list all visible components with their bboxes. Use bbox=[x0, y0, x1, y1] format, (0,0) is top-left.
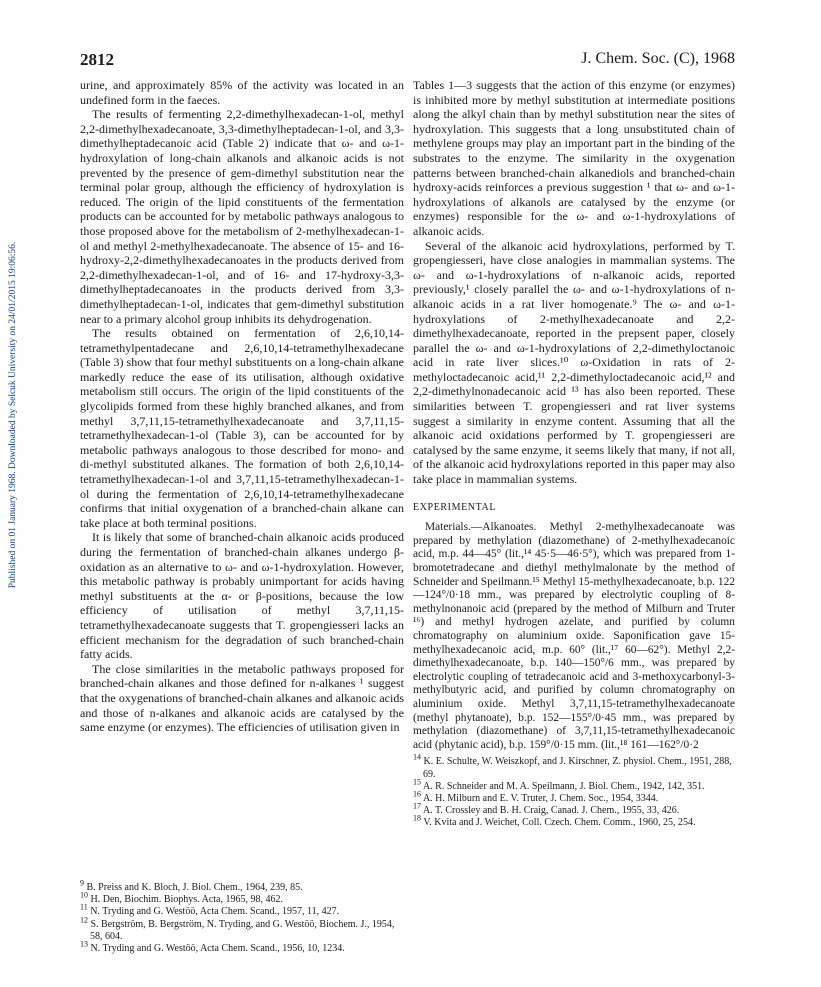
reference-number: 9 bbox=[80, 878, 84, 888]
reference-number: 16 bbox=[413, 789, 421, 799]
download-watermark bbox=[4, 170, 22, 660]
footnotes-right bbox=[413, 752, 735, 829]
left-column bbox=[80, 78, 404, 735]
reference-item bbox=[413, 801, 735, 817]
reference-number: 12 bbox=[80, 915, 88, 925]
page-header bbox=[80, 50, 735, 70]
reference-number: 18 bbox=[413, 814, 421, 823]
reference-text: A. H. Milburn and E. V. Truter, J. Chem. Soc., 1954, 3344. bbox=[422, 792, 659, 804]
reference-item bbox=[413, 777, 735, 793]
reference-number: 10 bbox=[80, 890, 88, 900]
reference-item bbox=[80, 903, 404, 918]
experimental-section bbox=[413, 521, 735, 752]
reference-item bbox=[80, 890, 404, 906]
reference-text: N. Tryding and G. Westöö, Acta Chem. Scand., 1957, 11, 427. bbox=[90, 906, 340, 918]
paragraph: Materials.—Alkanoates. Methyl 2-methylhexadecanoate was prepared by methylation (diazomethane) of 2-methylhexadecanoic acid, m.p. 44—45° (lit.,¹⁴ 45·5—46·5°), which was prepared from 1-bromotetradecane and diethyl methylmalonate by the method of Schneider and Speilmann.¹⁵ Methyl 15-methylhexadecanoate, b.p. 122—124°/0·18 mm., was prepared by electrolytic coupling of 8-methylnonanoic acid (prepared by the method of Milburn and Truter ¹⁶) and methyl hydrogen azelate, and purified by column chromatography on aluminium oxide. Saponification gave 15-methylhexadecanoic acid, m.p. 60° (lit.,¹⁷ 60—62°). Methyl 2,2-dimethylhexadecanoate, b.p. 140—150°/6 mm., was prepared by electrolytic coupling of tetradecanoic acid and 3-methoxycarbonyl-3-methylbutyric acid, and purified by column chromatography on aluminium oxide. Methyl 3,7,11,15-tetramethylhexadecanoate (methyl phytanoate), b.p. 152—155°/0·45 mm., was prepared by methylation (diazomethane) of 3,7,11,15-tetramethylhexadecanoic acid (phytanic acid), b.p. 159°/0·15 mm. (lit.,¹⁸ 161—162°/0·2 bbox=[413, 521, 735, 751]
paragraph: The close similarities in the metabolic pathways proposed for branched-chain alkanes and those defined for n-alkanes ¹ suggest that the oxygenations of branched-chain alkanes and alkanoic acids and those of n-alkanes and alkanoic acids are catalysed by the same enzyme (or enzymes). The efficiencies of utilisation given in bbox=[80, 661, 404, 735]
reference-item bbox=[80, 939, 404, 955]
section-heading: EXPERIMENTAL bbox=[413, 501, 497, 513]
page-number: 2812 bbox=[80, 50, 114, 69]
reference-item bbox=[413, 752, 735, 780]
reference-text: V. Kvita and J. Weichet, Coll. Czech. Chem. Comm., 1960, 25, 254. bbox=[423, 817, 696, 829]
reference-item bbox=[413, 789, 735, 805]
paragraph: The results obtained on fermentation of 2,6,10,14-tetramethylpentadecane and 2,6,10,14-tetramethylhexadecane (Table 3) show that four methyl substituents on a long-chain alkane markedly reduce the ease of its utilisation, although oxidative metabolism still occurs. The origin of the lipid constituents of the glycolipids formed from these highly branched alkanes, and from methyl 3,7,11,15-tetramethylhexadecanoate and 3,7,11,15-tetramethylhexadecan-1-ol (Table 3), can be accounted for by metabolic pathways analogous to those described for mono- and di-methyl substituted alkanes. The formation of both 2,6,10,14-tetramethylhexadecan-1-ol and 3,7,11,15-tetramethylhexadecan-1-ol during the fermentation of 2,6,10,14-tetramethylhexadecane confirms that initial oxygenation of a branched-chain alkane can take place at both terminal positions. bbox=[80, 326, 404, 530]
journal-citation: J. Chem. Soc. (C), 1968 bbox=[581, 50, 735, 67]
reference-number: 17 bbox=[413, 801, 421, 811]
footnotes-left bbox=[80, 878, 404, 955]
reference-item bbox=[80, 878, 404, 894]
paragraph: Tables 1—3 suggests that the action of this enzyme (or enzymes) is inhibited more by methyl substitution at intermediate positions along the alkyl chain than by methyl substitution near the sites of hydroxylation. This suggests that a long unsubstituted chain of methylene groups may play an important part in the binding of the substrates to the enzyme. The similarity in the oxygenation patterns between branched-chain alkanediols and branched-chain hydroxy-acids reinforces a previous suggestion ¹ that ω- and ω-1-hydroxylations of alkanols are catalysed by the enzyme (or enzymes) responsible for the ω- and ω-1-hydroxylations of alkanoic acids. bbox=[413, 78, 735, 238]
paragraph: urine, and approximately 85% of the activity was located in an undefined form in the faeces. bbox=[80, 78, 404, 107]
reference-number: 11 bbox=[80, 903, 88, 913]
reference-text: A. T. Crossley and B. H. Craig, Canad. J. Chem., 1955, 33, 426. bbox=[422, 805, 680, 817]
reference-number: 15 bbox=[413, 777, 421, 787]
reference-text: S. Bergström, B. Bergström, N. Tryding, and G. Westöö, Biochem. J., 1954, 58, 604. bbox=[90, 918, 395, 942]
reference-text: H. Den, Biochim. Biophys. Acta, 1965, 98, 462. bbox=[90, 894, 283, 906]
reference-text: A. R. Schneider and M. A. Speilmann, J. Biol. Chem., 1942, 142, 351. bbox=[422, 780, 705, 792]
reference-item bbox=[413, 814, 735, 829]
right-column bbox=[413, 78, 735, 830]
reference-number: 14 bbox=[413, 752, 421, 762]
reference-text: K. E. Schulte, W. Weiszkopf, and J. Kirschner, Z. physiol. Chem., 1951, 288, 69. bbox=[423, 756, 732, 780]
paragraph: It is likely that some of branched-chain alkanoic acids produced during the fermentation of branched-chain alkanes undergo β-oxidation as an alternative to ω- and ω-1-hydroxylation. However, this metabolic pathway is probably unimportant for acids having methyl substituents at the α- or β-positions, because the low efficiency of utilisation of methyl 3,7,11,15-tetramethylhexadecanoate suggests that T. gropengiesseri lacks an efficient mechanism for the degradation of such branched-chain fatty acids. bbox=[80, 530, 404, 662]
reference-number: 13 bbox=[80, 939, 88, 949]
reference-text: B. Preiss and K. Bloch, J. Biol. Chem., 1964, 239, 85. bbox=[86, 882, 303, 893]
paragraph: Several of the alkanoic acid hydroxylations, performed by T. gropengiesseri, have close analogies in mammalian systems. The ω- and ω-1-hydroxylations of n-alkanoic acids, reported previously,¹ closely parallel the ω- and ω-1-hydroxylations of n-alkanoic acids in a rat liver homogenate.⁹ The ω- and ω-1-hydroxylations of 2-methylhexadecanoate and 2,2-dimethylhexadecanoate, reported in the prepsent paper, closely parallel the ω- and ω-1-hydroxylations of 2,2-dimethyloctanoic acid in rate liver slices.¹⁰ ω-Oxidation in rats of 2-methyloctadecanoic acid,¹¹ 2,2-dimethyloctadecanoic acid,¹² and 2,2-dimethylnonadecanoic acid ¹³ has also been reported. These similarities between T. gropengiesseri and rat liver systems suggest a similarity in enzyme content. Assuming that all the alkanoic acid oxidations performed by T. gropengiesseri are catalysed by the same enzyme, it seems likely that many, if not all, of the alkanoic acid hydroxylations reported in this paper may also take place in mammalian systems. bbox=[413, 238, 735, 487]
download-watermark-text: Published on 01 January 1968. Downloaded by Selcuk University on 24/01/2015 19:06:56. bbox=[8, 241, 18, 589]
reference-item bbox=[80, 915, 404, 943]
reference-text: N. Tryding and G. Westöö, Acta Chem. Scand., 1956, 10, 1234. bbox=[90, 943, 345, 955]
paragraph: The results of fermenting 2,2-dimethylhexadecan-1-ol, methyl 2,2-dimethylhexadecanoate, 3,3-dimethylheptadecan-1-ol, and 3,3-dimethylheptadecanoic acid (Table 2) indicate that ω- and ω-1-hydroxylation of long-chain alkanols and alkanoic acids is not prevented by the presence of gem-dimethyl substitution near the terminal polar group, although the efficiency of hydroxylation is reduced. The origin of the lipid constituents of the fermentation products can be accounted for by metabolic pathways analogous to those proposed above for the metabolism of 2-methylhexadecan-1-ol and methyl 2-methylhexadecanoate. The absence of 15- and 16-hydroxy-2,2-dimethylhexadecanoates in the products derived from 2,2-dimethylhexadecan-1-ol, and of 16- and 17-hydroxy-3,3-dimethylheptadecanoates in the products derived from 3,3-dimethylheptadecan-1-ol, indicates that gem-dimethyl substitution near to a primary alcohol group inhibits its dehydrogenation. bbox=[80, 107, 404, 326]
